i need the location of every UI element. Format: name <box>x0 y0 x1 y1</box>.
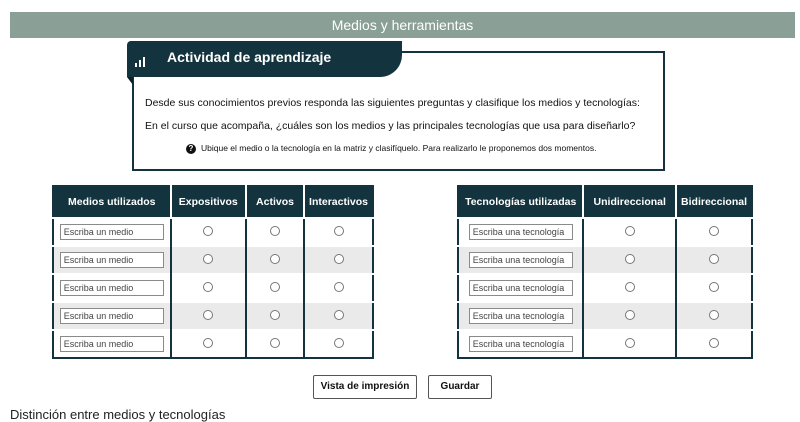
header-bidireccional: Bidireccional <box>676 186 752 218</box>
radio-bidireccional[interactable] <box>709 338 719 348</box>
signal-bars-icon <box>135 55 149 67</box>
radio-interactivos[interactable] <box>334 310 344 320</box>
table-row <box>458 246 752 274</box>
section-title: Medios y herramientas <box>331 17 474 33</box>
tecnologias-table <box>457 185 753 359</box>
radio-interactivos[interactable] <box>334 226 344 236</box>
table-row <box>53 330 373 358</box>
medio-input[interactable] <box>60 224 164 240</box>
table-row <box>458 274 752 302</box>
medio-input[interactable] <box>60 308 164 324</box>
medio-input[interactable] <box>60 280 164 296</box>
instruction-text-2: En el curso que acompaña, ¿cuáles son los medios y las principales tecnologías que usa para diseñarlo? <box>145 120 636 132</box>
header-activos: Activos <box>246 186 304 218</box>
table-row <box>53 246 373 274</box>
radio-unidireccional[interactable] <box>625 282 635 292</box>
radio-unidireccional[interactable] <box>625 310 635 320</box>
radio-expositivos[interactable] <box>203 254 213 264</box>
radio-expositivos[interactable] <box>203 282 213 292</box>
hint-text-row <box>186 143 596 154</box>
tecnologia-input[interactable] <box>469 280 573 296</box>
tecnologia-input[interactable] <box>469 308 573 324</box>
radio-bidireccional[interactable] <box>709 226 719 236</box>
activity-title: Actividad de aprendizaje <box>167 49 332 65</box>
radio-interactivos[interactable] <box>334 254 344 264</box>
tecnologia-input[interactable] <box>469 336 573 352</box>
radio-unidireccional[interactable] <box>625 338 635 348</box>
radio-bidireccional[interactable] <box>709 282 719 292</box>
radio-activos[interactable] <box>270 282 280 292</box>
header-expositivos: Expositivos <box>171 186 246 218</box>
radio-bidireccional[interactable] <box>709 254 719 264</box>
header-medios-utilizados: Medios utilizados <box>53 186 171 218</box>
medios-table <box>52 185 374 359</box>
radio-interactivos[interactable] <box>334 282 344 292</box>
header-interactivos: Interactivos <box>304 186 373 218</box>
radio-expositivos[interactable] <box>203 310 213 320</box>
hint-text: Ubique el medio o la tecnología en la matriz y clasifíquelo. Para realizarlo le proponemos dos momentos. <box>201 143 597 153</box>
table-row <box>458 218 752 246</box>
print-preview-button[interactable]: Vista de impresión <box>313 375 417 399</box>
radio-activos[interactable] <box>270 310 280 320</box>
tecnologia-input[interactable] <box>469 224 573 240</box>
table-row <box>458 302 752 330</box>
radio-activos[interactable] <box>270 226 280 236</box>
table-row <box>53 302 373 330</box>
radio-unidireccional[interactable] <box>625 254 635 264</box>
medio-input[interactable] <box>60 252 164 268</box>
tecnologia-input[interactable] <box>469 252 573 268</box>
table-row <box>53 218 373 246</box>
radio-activos[interactable] <box>270 338 280 348</box>
question-circle-icon: ? <box>186 144 196 154</box>
section-header-bar <box>10 12 795 38</box>
radio-bidireccional[interactable] <box>709 310 719 320</box>
section-heading: Distinción entre medios y tecnologías <box>10 407 226 422</box>
table-row <box>458 330 752 358</box>
header-tecnologias-utilizadas: Tecnologías utilizadas <box>458 186 583 218</box>
radio-interactivos[interactable] <box>334 338 344 348</box>
instruction-text-1: Desde sus conocimientos previos responda las siguientes preguntas y clasifique los medios y tecnologías: <box>145 97 640 109</box>
table-row <box>53 274 373 302</box>
header-unidireccional: Unidireccional <box>583 186 676 218</box>
radio-activos[interactable] <box>270 254 280 264</box>
radio-expositivos[interactable] <box>203 226 213 236</box>
medio-input[interactable] <box>60 336 164 352</box>
activity-title-tab <box>127 41 402 77</box>
radio-expositivos[interactable] <box>203 338 213 348</box>
save-button[interactable]: Guardar <box>428 375 492 399</box>
radio-unidireccional[interactable] <box>625 226 635 236</box>
